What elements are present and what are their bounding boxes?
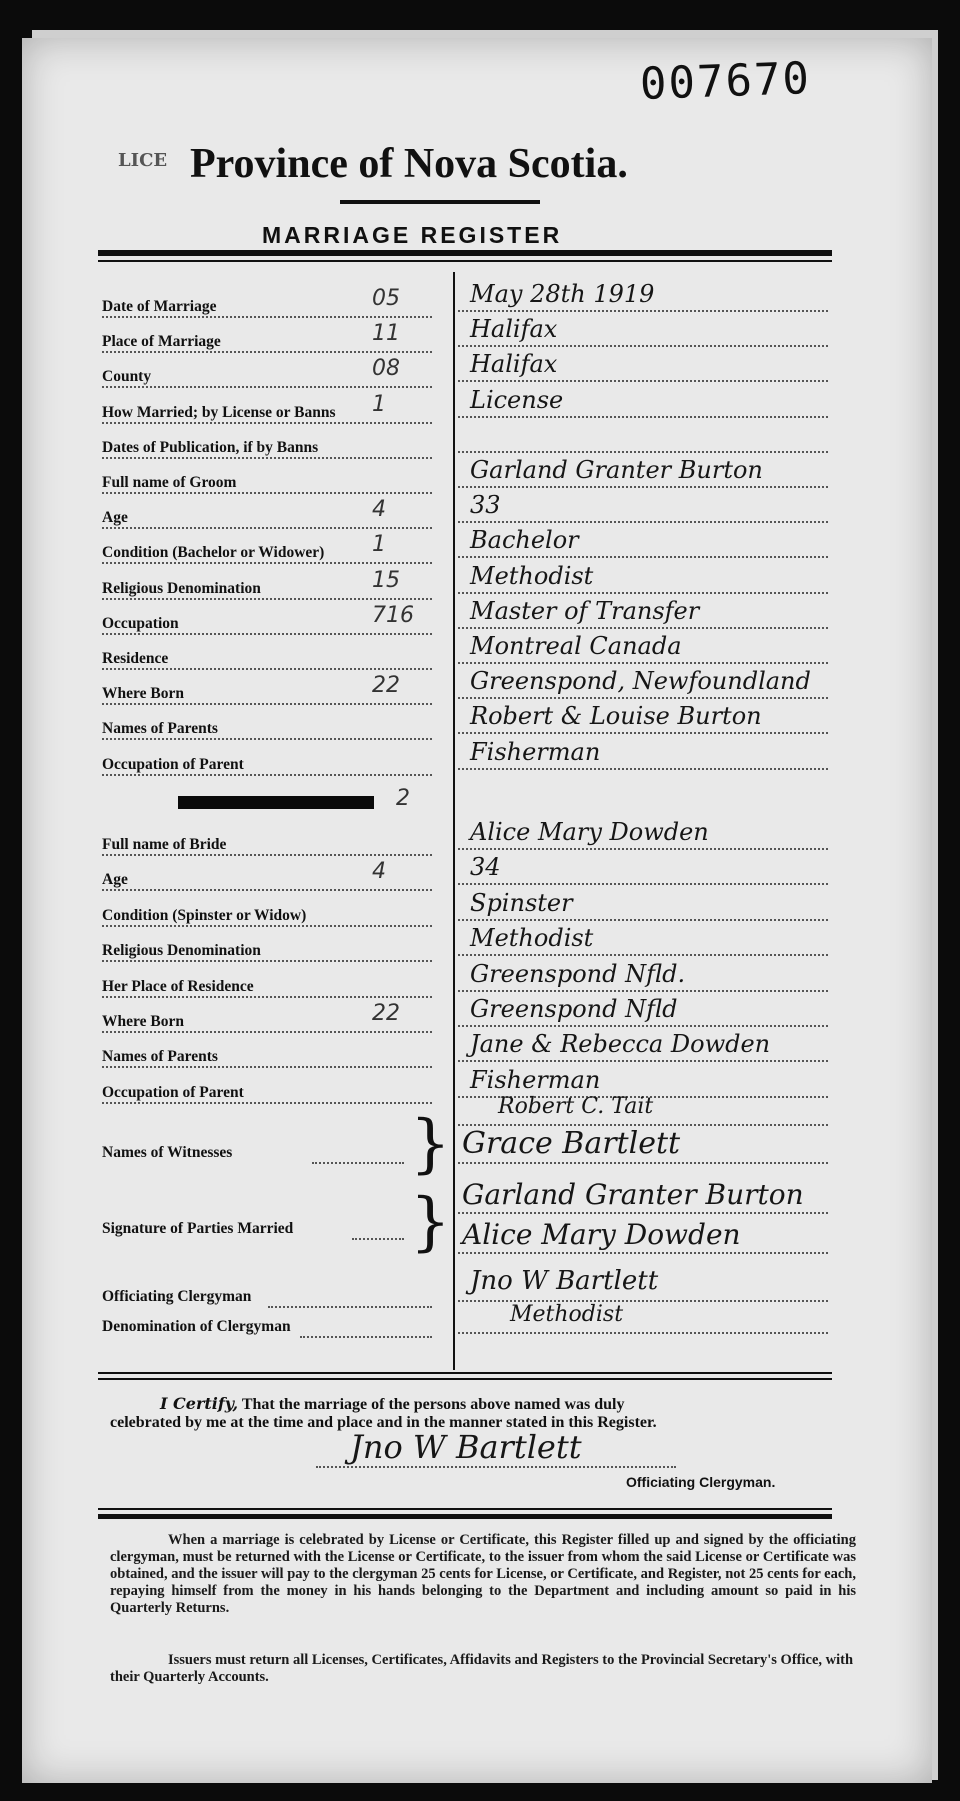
field-code: 15: [372, 567, 400, 593]
serial-number: 007670: [639, 53, 812, 110]
notes-paragraph-1: [110, 1532, 856, 1617]
label-dots: [102, 960, 432, 962]
label-dots: [102, 422, 432, 424]
value-dots: [458, 592, 828, 594]
field-code: 1: [372, 532, 386, 558]
groom-field-label: How Married; by License or Banns: [102, 403, 336, 421]
value-dots: [458, 380, 828, 382]
value-dots: [458, 732, 828, 734]
groom-field-label: Residence: [102, 650, 169, 667]
label-dots: [102, 854, 432, 856]
bride-code: 2: [396, 786, 410, 811]
witnesses-dots: [312, 1162, 404, 1164]
signatures-dots: [352, 1238, 404, 1240]
groom-field-label: Names of Parents: [102, 720, 218, 738]
label-dots: [102, 316, 432, 318]
field-value: Greenspond Nfld: [470, 995, 678, 1023]
value-dots: [458, 768, 828, 770]
officiating-clergyman-value: Jno W Bartlett: [470, 1266, 659, 1296]
bride-field-label: Occupation of Parent: [102, 1083, 244, 1101]
field-value: Methodist: [470, 924, 594, 953]
field-value: 34: [470, 853, 501, 882]
field-code: 716: [372, 602, 414, 628]
label-dots: [102, 457, 432, 459]
officiating-clergyman-label: Officiating Clergyman: [102, 1288, 252, 1305]
label-dots: [102, 1031, 432, 1033]
bride-section-bar: [178, 796, 374, 809]
officiating-dots: [268, 1306, 432, 1308]
field-value: Alice Mary Dowden: [470, 818, 709, 846]
field-value: May 28th 1919: [470, 280, 655, 308]
field-value: Halifax: [470, 350, 558, 379]
field-value: Jane & Rebecca Dowden: [470, 1030, 771, 1059]
label-dots: [102, 774, 432, 776]
groom-field-label: Where Born: [102, 685, 184, 703]
certify-signature-label: Officiating Clergyman.: [626, 1474, 776, 1490]
certify-rule: [98, 1372, 832, 1374]
value-dots: [458, 627, 828, 629]
value-dots: [458, 556, 828, 558]
groom-field-label: Place of Marriage: [102, 333, 221, 351]
label-dots: [102, 351, 432, 353]
groom-field-label: Age: [102, 509, 128, 527]
value-dots: [458, 883, 828, 885]
clergy-denomination-label: Denomination of Clergyman: [102, 1318, 291, 1335]
bride-field-label: Names of Parents: [102, 1048, 218, 1066]
field-code: 11: [372, 321, 400, 347]
field-value: Robert & Louise Burton: [470, 702, 762, 731]
value-dots: [458, 345, 828, 347]
field-code: 4: [372, 497, 386, 523]
value-dots: [458, 919, 828, 921]
field-value: 33: [470, 491, 501, 520]
field-value: Garland Granter Burton: [470, 456, 763, 484]
label-dots: [102, 633, 432, 635]
label-dots: [102, 492, 432, 494]
signature-line-1: [458, 1212, 828, 1214]
field-value: Spinster: [470, 888, 573, 917]
witness-name-1: Robert C. Tait: [498, 1094, 654, 1119]
signatures-brace: }: [410, 1185, 451, 1259]
field-value: Bachelor: [470, 526, 579, 555]
field-code: 4: [372, 859, 386, 885]
signature-bride: Alice Mary Dowden: [462, 1218, 741, 1251]
witness-name-2: Grace Bartlett: [462, 1126, 681, 1161]
title-divider: [340, 200, 540, 204]
signature-groom: Garland Granter Burton: [462, 1178, 804, 1211]
signatures-label: Signature of Parties Married: [102, 1220, 294, 1237]
notes-paragraph-2: [110, 1652, 856, 1686]
clergy-denomination-dots: [300, 1336, 432, 1338]
field-code: 22: [372, 1001, 400, 1026]
groom-field-label: Religious Denomination: [102, 579, 261, 597]
value-dots: [458, 662, 828, 664]
label-dots: [102, 527, 432, 529]
field-value: Montreal Canada: [470, 632, 682, 660]
notes-rule-thick: [98, 1514, 832, 1519]
field-code: 1: [372, 391, 386, 417]
witness-line-2: [458, 1162, 828, 1164]
value-dots: [458, 697, 828, 699]
notes-rule: [98, 1508, 832, 1510]
label-dots: [102, 668, 432, 670]
value-dots: [458, 310, 828, 312]
field-value: Master of Transfer: [470, 596, 700, 625]
label-dots: [102, 386, 432, 388]
certify-signature: Jno W Bartlett: [350, 1428, 582, 1466]
groom-field-label: Dates of Publication, if by Banns: [102, 438, 319, 456]
field-value: Greenspond, Newfoundland: [470, 667, 811, 696]
groom-field-label: Occupation of Parent: [102, 755, 244, 773]
field-value: Fisherman: [470, 1065, 601, 1094]
certify-lead: I Certify,: [160, 1394, 239, 1413]
field-value: Methodist: [470, 561, 594, 590]
label-dots: [102, 598, 432, 600]
value-dots: [458, 954, 828, 956]
field-code: 08: [372, 356, 400, 382]
field-value: Fisherman: [470, 737, 601, 766]
bride-field-label: Her Place of Residence: [102, 977, 254, 995]
groom-field-label: County: [102, 368, 152, 386]
value-dots: [458, 521, 828, 523]
value-dots: [458, 848, 828, 850]
column-divider: [453, 272, 455, 1370]
clergy-denomination-value: Methodist: [510, 1302, 624, 1327]
bride-field-label: Where Born: [102, 1013, 184, 1030]
register-title: MARRIAGE REGISTER: [262, 222, 563, 248]
signature-line-2: [458, 1252, 828, 1254]
field-code: 05: [372, 286, 400, 311]
value-dots: [458, 1060, 828, 1062]
label-dots: [102, 1066, 432, 1068]
groom-field-label: Full name of Groom: [102, 474, 237, 491]
bride-field-label: Age: [102, 871, 128, 889]
bride-field-label: Condition (Spinster or Widow): [102, 906, 307, 924]
notes-text-1: When a marriage is celebrated by License or Certificate, this Register filled up and signed by the officiating clergyman, must be returned with the License or Certificate, to the issuer from whom the said License or Certificate was obtained, and the issuer will pay to the clergyman 25 cents for License, or Certificate, and Register, not 25 cents for each, repaying himself from the money in his hands belonging to the Department and including amount so paid in his Quarterly Returns.: [110, 1532, 856, 1616]
certify-rule-2: [98, 1378, 832, 1380]
label-dots: [102, 925, 432, 927]
province-title: Province of Nova Scotia.: [190, 141, 628, 187]
value-dots: [458, 416, 828, 418]
notes-text-2: Issuers must return all Licenses, Certificates, Affidavits and Registers to the Provincial Secretary's Office, with their Quarterly Accounts.: [110, 1652, 854, 1685]
label-dots: [102, 889, 432, 891]
value-dots: [458, 990, 828, 992]
corner-stamp: LICE: [118, 150, 168, 171]
label-dots: [102, 738, 432, 740]
certify-signature-line: [316, 1466, 676, 1468]
header-rule: [98, 250, 832, 256]
value-dots: [458, 486, 828, 488]
label-dots: [102, 996, 432, 998]
field-value: Halifax: [470, 315, 558, 344]
certify-text-1: That the marriage of the persons above named was duly: [241, 1396, 625, 1413]
groom-field-label: Occupation: [102, 614, 179, 632]
witnesses-brace: }: [410, 1107, 451, 1181]
field-value: Greenspond Nfld.: [470, 959, 686, 988]
label-dots: [102, 703, 432, 705]
certify-text-2: celebrated by me at the time and place and in the manner stated in this Register.: [110, 1414, 657, 1431]
clergy-denomination-line: [458, 1332, 828, 1334]
header-rule-thin: [98, 260, 832, 262]
value-dots: [458, 451, 828, 453]
bride-field-label: Religious Denomination: [102, 942, 261, 960]
value-dots: [458, 1025, 828, 1027]
groom-field-label: Date of Marriage: [102, 298, 217, 315]
witnesses-label: Names of Witnesses: [102, 1144, 233, 1161]
field-value: License: [470, 385, 564, 414]
label-dots: [102, 562, 432, 564]
label-dots: [102, 1102, 432, 1104]
groom-field-label: Condition (Bachelor or Widower): [102, 544, 325, 562]
field-code: 22: [372, 673, 400, 699]
bride-field-label: Full name of Bride: [102, 836, 227, 853]
